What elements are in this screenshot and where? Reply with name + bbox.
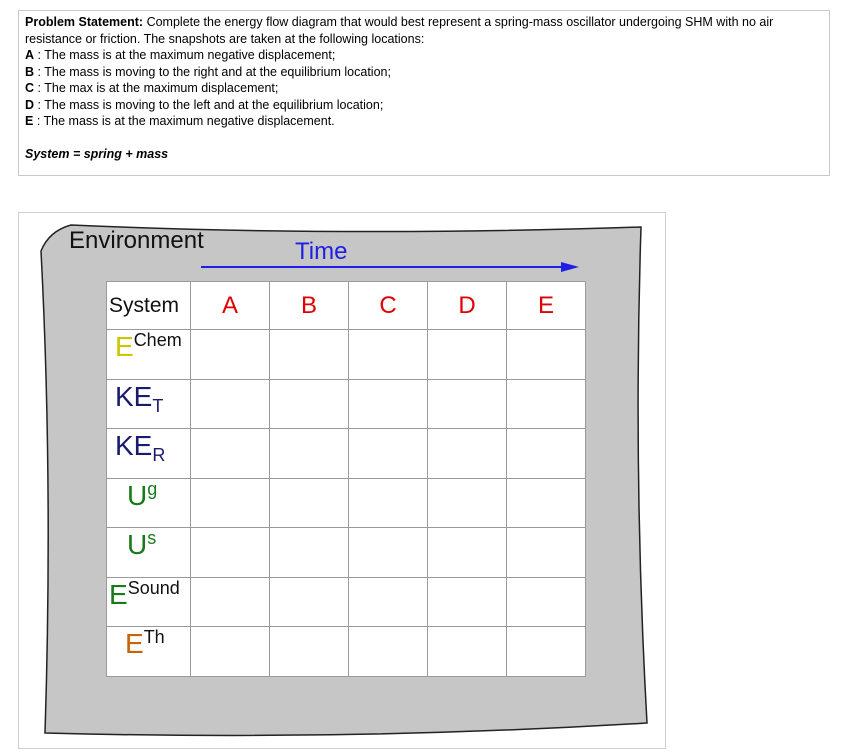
- cell-e-sound-d[interactable]: [428, 577, 507, 627]
- row-e-sound: [107, 577, 586, 627]
- row-u-s: [107, 528, 586, 578]
- cell-e-chem-d[interactable]: [428, 330, 507, 380]
- cell-e-chem-e[interactable]: [507, 330, 586, 380]
- system-definition: System = spring + mass: [25, 146, 169, 161]
- cell-u-s-a[interactable]: [191, 528, 270, 578]
- cell-u-g-a[interactable]: [191, 478, 270, 528]
- cell-u-g-b[interactable]: [270, 478, 349, 528]
- location-item-d: D : The mass is moving to the left and at the equilibrium location;: [25, 97, 384, 112]
- energy-diagram-frame: [18, 212, 666, 749]
- column-header-a: A: [191, 282, 270, 330]
- problem-line-1: [25, 14, 823, 31]
- cell-e-chem-c[interactable]: [349, 330, 428, 380]
- problem-statement-box: [18, 10, 830, 176]
- cell-ke-r-e[interactable]: [507, 429, 586, 479]
- location-item-a: A : The mass is at the maximum negative displacement;: [25, 48, 336, 62]
- grid-header-row: [107, 282, 586, 330]
- row-label-e-th: $E^{Th}$: [107, 627, 191, 677]
- cell-e-th-b[interactable]: [270, 627, 349, 677]
- cell-ke-r-a[interactable]: [191, 429, 270, 479]
- cell-ke-t-a[interactable]: [191, 379, 270, 429]
- row-ke-r: [107, 429, 586, 479]
- row-label-ke-r: $KE_R$: [107, 429, 191, 479]
- cell-e-sound-a[interactable]: [191, 577, 270, 627]
- cell-e-th-d[interactable]: [428, 627, 507, 677]
- row-label-u-g: $U^g$: [107, 478, 191, 528]
- cell-ke-t-e[interactable]: [507, 379, 586, 429]
- time-arrow-icon: [199, 259, 581, 275]
- problem-line-2: resistance or friction. The snapshots are taken at the following locations:: [25, 31, 425, 46]
- cell-u-s-c[interactable]: [349, 528, 428, 578]
- cell-e-sound-c[interactable]: [349, 577, 428, 627]
- problem-text-1: Complete the energy flow diagram that would best represent a spring-mass oscillator undergoing SHM with no air: [146, 15, 774, 29]
- cell-ke-t-c[interactable]: [349, 379, 428, 429]
- cell-ke-r-d[interactable]: [428, 429, 507, 479]
- cell-ke-r-b[interactable]: [270, 429, 349, 479]
- row-e-th: [107, 627, 586, 677]
- cell-e-th-c[interactable]: [349, 627, 428, 677]
- row-label-e-chem: $E^{Chem}$: [107, 330, 191, 380]
- column-header-b: B: [270, 282, 349, 330]
- column-header-d: D: [428, 282, 507, 330]
- cell-e-chem-b[interactable]: [270, 330, 349, 380]
- cell-u-g-e[interactable]: [507, 478, 586, 528]
- row-u-g: [107, 478, 586, 528]
- cell-u-g-c[interactable]: [349, 478, 428, 528]
- location-item-c: C : The max is at the maximum displacement;: [25, 81, 279, 95]
- cell-ke-t-b[interactable]: [270, 379, 349, 429]
- row-label-ke-t: $KE_T$: [107, 379, 191, 429]
- cell-ke-r-c[interactable]: [349, 429, 428, 479]
- cell-e-th-e[interactable]: [507, 627, 586, 677]
- cell-u-s-b[interactable]: [270, 528, 349, 578]
- row-e-chem: [107, 330, 586, 380]
- row-label-u-s: $U^s$: [107, 528, 191, 578]
- cell-ke-t-d[interactable]: [428, 379, 507, 429]
- cell-u-s-d[interactable]: [428, 528, 507, 578]
- environment-title: Environment: [69, 227, 204, 254]
- column-header-e: E: [507, 282, 586, 330]
- location-item-e: E : The mass is at the maximum negative displacement.: [25, 114, 335, 128]
- cell-u-s-e[interactable]: [507, 528, 586, 578]
- cell-u-g-d[interactable]: [428, 478, 507, 528]
- cell-e-chem-a[interactable]: [191, 330, 270, 380]
- time-label: Time: [295, 238, 348, 265]
- row-label-e-sound: $E^{Sound}$: [107, 577, 191, 627]
- cell-e-th-a[interactable]: [191, 627, 270, 677]
- cell-e-sound-b[interactable]: [270, 577, 349, 627]
- column-header-c: C: [349, 282, 428, 330]
- problem-label: Problem Statement:: [25, 15, 144, 29]
- cell-e-sound-e[interactable]: [507, 577, 586, 627]
- energy-grid: [106, 281, 586, 677]
- location-item-b: B : The mass is moving to the right and at the equilibrium location;: [25, 64, 391, 79]
- system-header: System: [107, 282, 191, 330]
- row-ke-t: [107, 379, 586, 429]
